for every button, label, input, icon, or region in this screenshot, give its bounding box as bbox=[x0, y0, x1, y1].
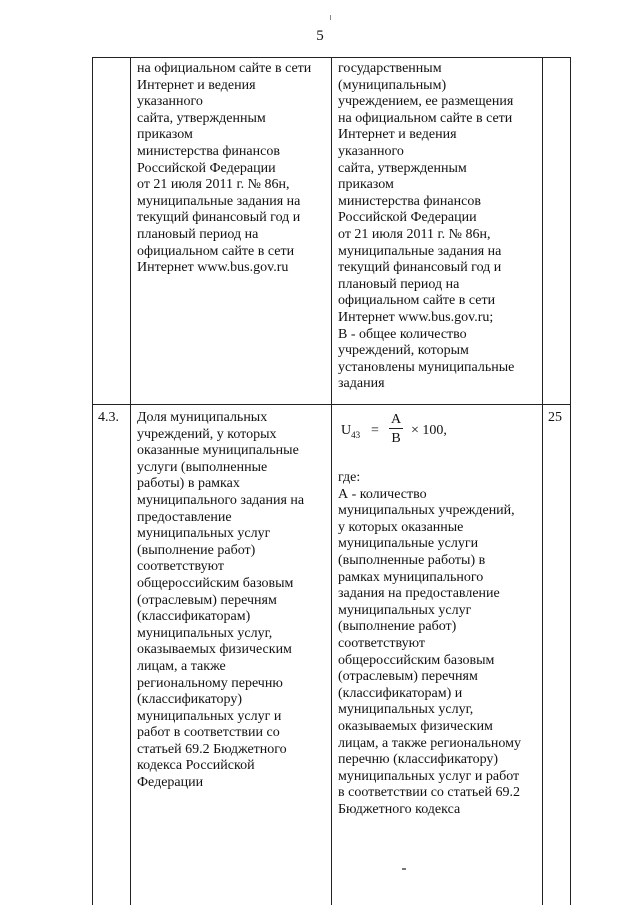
formula-multiplier: × 100, bbox=[411, 423, 447, 438]
column-divider-1 bbox=[130, 57, 131, 905]
formula bbox=[341, 412, 461, 448]
table-border-right bbox=[570, 57, 571, 905]
calculation-method-cell: где: А - количество муниципальных учреждений, у которых оказанные муниципальные услуги (выполненные работы) в рамках муниципального задания на предоставление муниципальных услуг (выполнение работ) соответствуют общероссийским базовым (отраслевым) перечням (классификаторам) и муниципальных услуг, оказываемых физическим лицам, а также региональному перечню (классификатору) муниципальных услуг и работ в соответствии со статьей 69.2 Бюджетного кодекса bbox=[338, 470, 521, 817]
row-number: 4.3. bbox=[98, 410, 119, 425]
target-value: 25 bbox=[548, 410, 562, 425]
formula-variable: $U_{43}$ bbox=[341, 423, 361, 440]
table-border-left bbox=[92, 57, 93, 905]
indicator-name-cell: на официальном сайте в сети Интернет и ведения указанного сайта, утвержденным приказом министерства финансов Российской Федерации от 21 июля 2011 г. № 86н, муниципальные задания на текущий финансовый год и плановый период на официальном сайте в сети Интернет www.bus.gov.ru bbox=[137, 61, 312, 276]
formula-equals: = bbox=[371, 423, 379, 438]
formula-fraction bbox=[389, 412, 403, 447]
formula-numerator: A bbox=[390, 412, 402, 427]
scan-mark bbox=[330, 15, 331, 20]
scan-mark bbox=[402, 868, 406, 870]
formula-denominator: B bbox=[391, 431, 401, 446]
calculation-method-cell: государственным (муниципальным) учреждением, ее размещения на официальном сайте в сети Интернет и ведения указанного сайта, утвержденным приказом министерства финансов Российской Федерации от 21 июля 2011 г. № 86н, муниципальные задания на текущий финансовый год и плановый период на официальном сайте в сети Интернет www.bus.gov.ru; В - общее количество учреждений, которым установлены муниципальные задания bbox=[338, 61, 515, 392]
column-divider-2 bbox=[331, 57, 332, 905]
fraction-bar bbox=[389, 428, 403, 429]
column-divider-3 bbox=[542, 57, 543, 905]
page-number: 5 bbox=[316, 28, 324, 44]
indicator-name-cell: Доля муниципальных учреждений, у которых оказанные муниципальные услуги (выполненные работы) в рамках муниципального задания на предоставление муниципальных услуг (выполнение работ) соответствуют общероссийским базовым (отраслевым) перечням (классификаторам) муниципальных услуг, оказываемых физическим лицам, а также региональному перечню (классификатору) муниципальных услуг и работ в соответствии со статьей 69.2 Бюджетного кодекса Российской Федерации bbox=[137, 410, 305, 791]
